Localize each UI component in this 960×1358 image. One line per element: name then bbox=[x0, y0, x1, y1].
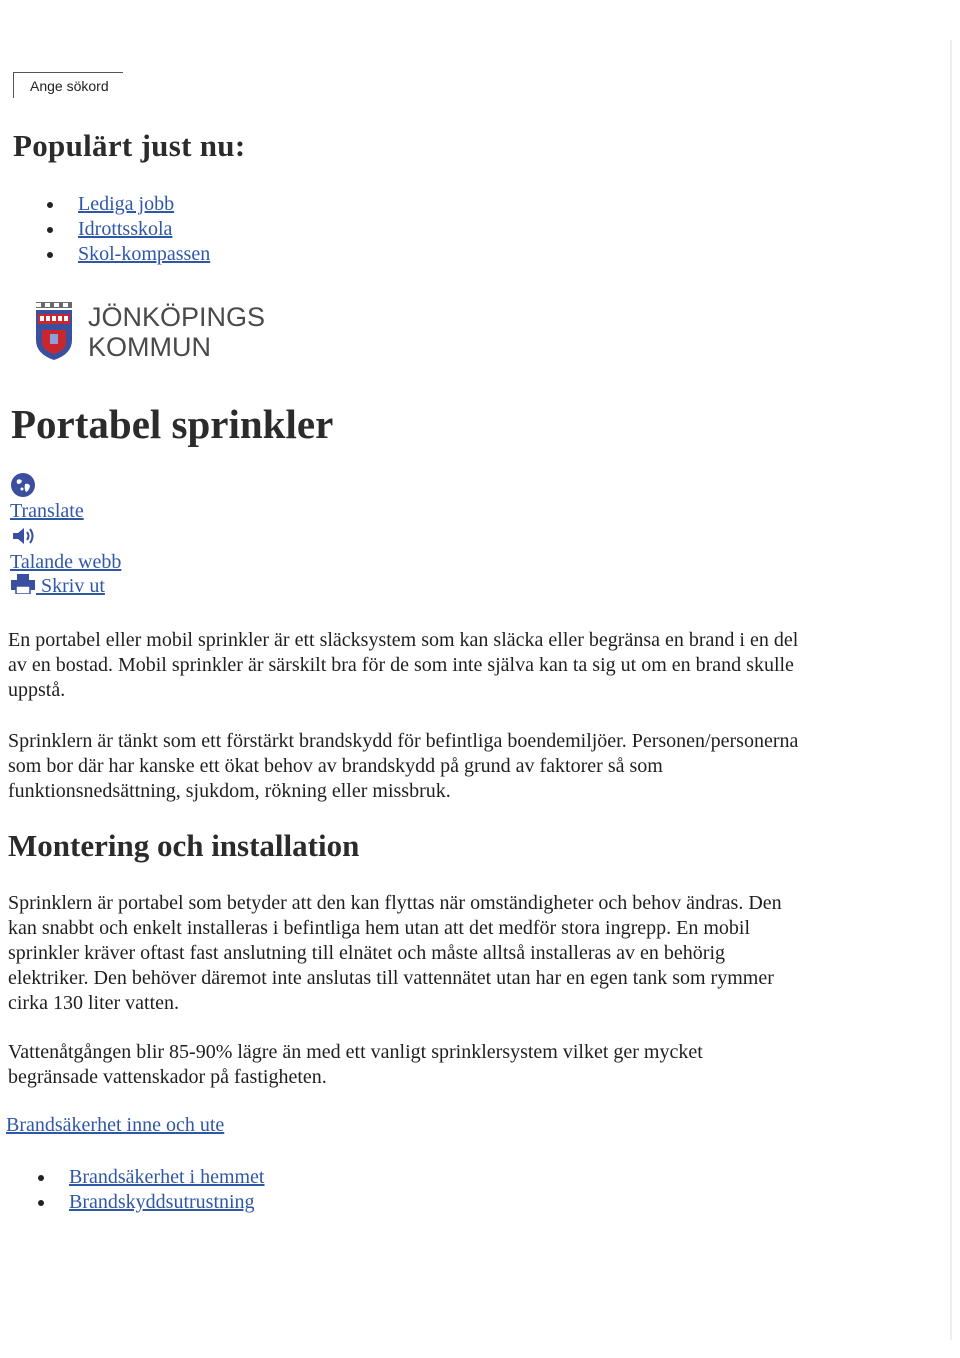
logo-text bbox=[88, 302, 265, 362]
intro-paragraph-2: Sprinklern är tänkt som ett förstärkt brandskydd för befintliga boendemiljöer. Personen/personerna som bor där har kanske ett ökat behov av brandskydd på grund av faktorer så som funktionsnedsättning, sjukdom, rökning eller missbruk. bbox=[8, 730, 799, 802]
section-paragraph-1: Sprinklern är portabel som betyder att den kan flyttas när omständigheter och behov ändras. Den kan snabbt och enkelt installeras i befintliga hem utan att det medför stora ingrepp. En mobil sprinkler kräver oftast fast anslutning till elnätet och måste alltså installeras av en behörig elektriker. Den behöver däremot inte anslutas till vattennätet utan har en egen tank som rymmer cirka 130 liter vatten. bbox=[8, 892, 782, 1014]
list-item bbox=[78, 242, 210, 267]
logo-line-2: KOMMUN bbox=[88, 332, 211, 362]
popular-heading: Populärt just nu: bbox=[13, 128, 246, 163]
translate-link[interactable]: Translate bbox=[10, 500, 84, 522]
search-input[interactable] bbox=[14, 73, 123, 98]
coat-of-arms-icon bbox=[34, 302, 74, 360]
section-heading: Montering och installation bbox=[8, 828, 360, 863]
speaker-icon[interactable] bbox=[10, 523, 121, 550]
popular-list bbox=[78, 192, 210, 267]
link-brandskyddsutrustning[interactable]: Brandskyddsutrustning bbox=[69, 1191, 255, 1213]
section-paragraph-2: Vattenåtgången blir 85-90% lägre än med ett vanligt sprinklersystem vilket ger mycket begränsade vattenskador på fastigheten. bbox=[8, 1041, 703, 1088]
intro-paragraph-1: En portabel eller mobil sprinkler är ett släcksystem som kan släcka eller begränsa en brand i en del av en bostad. Mobil sprinkler är särskilt bra för de som inte själva kan ta sig ut om en brand skulle uppstå. bbox=[8, 629, 799, 701]
search-box[interactable] bbox=[13, 72, 123, 98]
talande-webb-link[interactable]: Talande webb bbox=[10, 551, 122, 573]
related-list bbox=[69, 1165, 265, 1215]
print-link[interactable] bbox=[10, 574, 121, 598]
print-label: Skriv ut bbox=[41, 575, 105, 597]
link-skol-kompassen[interactable]: Skol-kompassen bbox=[78, 243, 211, 265]
link-idrottsskola[interactable]: Idrottsskola bbox=[78, 218, 173, 240]
link-lediga-jobb[interactable]: Lediga jobb bbox=[78, 193, 175, 215]
page-edge-divider bbox=[950, 40, 952, 1340]
printer-icon bbox=[10, 574, 36, 594]
link-brandsakerhet-inne-och-ute[interactable]: Brandsäkerhet inne och ute bbox=[6, 1114, 225, 1136]
logo-line-1: JÖNKÖPINGS bbox=[88, 302, 266, 332]
list-item bbox=[78, 192, 210, 217]
list-item bbox=[69, 1190, 265, 1215]
jonkoping-logo[interactable] bbox=[34, 302, 265, 362]
list-item bbox=[69, 1165, 265, 1190]
globe-icon[interactable] bbox=[10, 472, 121, 499]
link-brandsakerhet-i-hemmet[interactable]: Brandsäkerhet i hemmet bbox=[69, 1166, 265, 1188]
page-title: Portabel sprinkler bbox=[11, 401, 334, 447]
page-tools bbox=[10, 472, 121, 598]
list-item bbox=[78, 217, 210, 242]
